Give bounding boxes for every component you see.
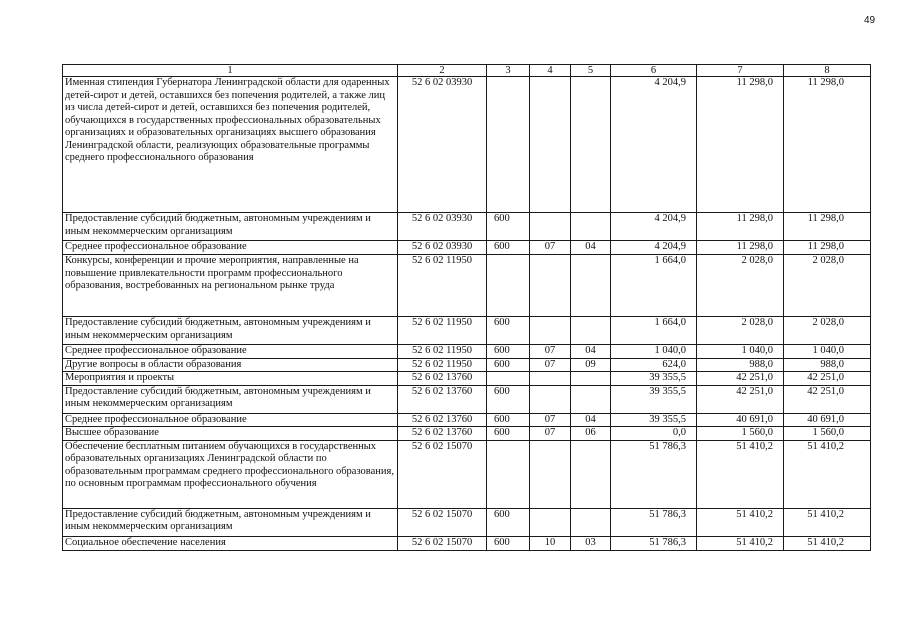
row-c5-cell	[571, 508, 611, 536]
row-value8-cell: 51 410,2	[784, 508, 871, 536]
row-c3-cell: 600	[487, 427, 530, 441]
row-value7-cell: 40 691,0	[697, 413, 784, 427]
row-name-cell: Конкурсы, конференции и прочие мероприятия, направленные на повышение привлекательности программ профессионального образования, востребованных на региональном рынке труда	[63, 255, 398, 317]
row-c4-cell: 07	[530, 358, 571, 372]
page-number: 49	[864, 15, 876, 26]
row-c5-cell	[571, 440, 611, 508]
row-c3-cell	[487, 77, 530, 213]
row-value6-cell: 1 664,0	[611, 255, 697, 317]
table-row	[63, 413, 871, 427]
row-c5-cell	[571, 255, 611, 317]
row-c5-cell: 03	[571, 536, 611, 550]
row-code-cell: 52 6 02 11950	[398, 358, 487, 372]
row-c3-cell: 600	[487, 345, 530, 359]
row-name-cell: Предоставление субсидий бюджетным, автономным учреждениям и иным некоммерческим организациям	[63, 213, 398, 241]
row-name-cell: Предоставление субсидий бюджетным, автономным учреждениям и иным некоммерческим организациям	[63, 317, 398, 345]
row-c5-cell	[571, 77, 611, 213]
row-value6-cell: 4 204,9	[611, 241, 697, 255]
row-value7-cell: 2 028,0	[697, 317, 784, 345]
row-c4-cell	[530, 385, 571, 413]
row-name-cell: Высшее образование	[63, 427, 398, 441]
row-c3-cell: 600	[487, 508, 530, 536]
table-row	[63, 241, 871, 255]
row-value8-cell: 11 298,0	[784, 77, 871, 213]
column-header: 5	[571, 65, 611, 77]
row-c4-cell	[530, 508, 571, 536]
column-header: 8	[784, 65, 871, 77]
row-value6-cell: 51 786,3	[611, 508, 697, 536]
row-c4-cell	[530, 255, 571, 317]
row-value7-cell: 42 251,0	[697, 372, 784, 386]
row-code-cell: 52 6 02 13760	[398, 427, 487, 441]
row-c4-cell	[530, 77, 571, 213]
row-c3-cell: 600	[487, 317, 530, 345]
row-value6-cell: 39 355,5	[611, 413, 697, 427]
row-value7-cell: 988,0	[697, 358, 784, 372]
row-value8-cell: 42 251,0	[784, 372, 871, 386]
row-code-cell: 52 6 02 15070	[398, 536, 487, 550]
row-value7-cell: 11 298,0	[697, 241, 784, 255]
row-code-cell: 52 6 02 03930	[398, 213, 487, 241]
row-value8-cell: 2 028,0	[784, 317, 871, 345]
table-row	[63, 213, 871, 241]
row-value6-cell: 39 355,5	[611, 372, 697, 386]
row-name-cell: Среднее профессиональное образование	[63, 413, 398, 427]
row-code-cell: 52 6 02 15070	[398, 440, 487, 508]
row-value6-cell: 51 786,3	[611, 536, 697, 550]
row-code-cell: 52 6 02 13760	[398, 385, 487, 413]
row-c5-cell	[571, 213, 611, 241]
row-value7-cell: 11 298,0	[697, 77, 784, 213]
row-value7-cell: 1 040,0	[697, 345, 784, 359]
row-c5-cell	[571, 317, 611, 345]
row-value8-cell: 1 040,0	[784, 345, 871, 359]
row-name-cell: Предоставление субсидий бюджетным, автономным учреждениям и иным некоммерческим организациям	[63, 385, 398, 413]
row-value7-cell: 11 298,0	[697, 213, 784, 241]
row-c3-cell: 600	[487, 358, 530, 372]
row-c5-cell	[571, 385, 611, 413]
row-value8-cell: 42 251,0	[784, 385, 871, 413]
row-value6-cell: 4 204,9	[611, 77, 697, 213]
row-value6-cell: 1 664,0	[611, 317, 697, 345]
row-name-cell: Среднее профессиональное образование	[63, 345, 398, 359]
table-row	[63, 317, 871, 345]
row-name-cell: Именная стипендия Губернатора Ленинградской области для одаренных детей-сирот и детей, оставшихся без попечения родителей, а также лиц из числа детей-сирот и детей, оставшихся без попечения родителей, обучающихся в государственных профессиональных образовательных организациях и образовательных организациях высшего образования Ленинградской области, реализующих образовательные программы среднего профессионального образования	[63, 77, 398, 213]
row-c3-cell	[487, 255, 530, 317]
row-value6-cell: 624,0	[611, 358, 697, 372]
table-row	[63, 77, 871, 213]
row-code-cell: 52 6 02 15070	[398, 508, 487, 536]
column-header: 6	[611, 65, 697, 77]
row-code-cell: 52 6 02 11950	[398, 317, 487, 345]
row-c4-cell	[530, 440, 571, 508]
table-row	[63, 358, 871, 372]
column-header: 4	[530, 65, 571, 77]
row-value8-cell: 51 410,2	[784, 440, 871, 508]
row-value8-cell: 1 560,0	[784, 427, 871, 441]
table-row	[63, 345, 871, 359]
row-c5-cell: 04	[571, 241, 611, 255]
row-value7-cell: 51 410,2	[697, 536, 784, 550]
row-value6-cell: 39 355,5	[611, 385, 697, 413]
row-name-cell: Социальное обеспечение населения	[63, 536, 398, 550]
row-value8-cell: 11 298,0	[784, 213, 871, 241]
row-value7-cell: 51 410,2	[697, 440, 784, 508]
row-c5-cell: 04	[571, 413, 611, 427]
row-c5-cell: 04	[571, 345, 611, 359]
row-c4-cell	[530, 213, 571, 241]
row-code-cell: 52 6 02 13760	[398, 372, 487, 386]
row-code-cell: 52 6 02 11950	[398, 255, 487, 317]
row-value8-cell: 2 028,0	[784, 255, 871, 317]
row-c3-cell	[487, 440, 530, 508]
row-value8-cell: 40 691,0	[784, 413, 871, 427]
table-row	[63, 427, 871, 441]
row-c3-cell: 600	[487, 536, 530, 550]
row-value7-cell: 42 251,0	[697, 385, 784, 413]
header-row	[63, 65, 871, 77]
table-row	[63, 508, 871, 536]
row-code-cell: 52 6 02 11950	[398, 345, 487, 359]
row-name-cell: Предоставление субсидий бюджетным, автономным учреждениям и иным некоммерческим организациям	[63, 508, 398, 536]
row-code-cell: 52 6 02 13760	[398, 413, 487, 427]
row-value7-cell: 51 410,2	[697, 508, 784, 536]
row-value8-cell: 988,0	[784, 358, 871, 372]
row-c4-cell: 07	[530, 241, 571, 255]
row-c3-cell: 600	[487, 413, 530, 427]
row-c3-cell: 600	[487, 241, 530, 255]
table-row	[63, 385, 871, 413]
row-value8-cell: 51 410,2	[784, 536, 871, 550]
row-c5-cell: 09	[571, 358, 611, 372]
row-name-cell: Обеспечение бесплатным питанием обучающихся в государственных образовательных организациях Ленинградской области по образовательным программам среднего профессионального образования, по основным программам профессионального обучения	[63, 440, 398, 508]
row-c4-cell: 07	[530, 427, 571, 441]
row-c5-cell: 06	[571, 427, 611, 441]
table-row	[63, 255, 871, 317]
row-c4-cell	[530, 317, 571, 345]
row-name-cell: Мероприятия и проекты	[63, 372, 398, 386]
row-value7-cell: 2 028,0	[697, 255, 784, 317]
row-value6-cell: 51 786,3	[611, 440, 697, 508]
row-c4-cell: 07	[530, 345, 571, 359]
row-name-cell: Среднее профессиональное образование	[63, 241, 398, 255]
row-value8-cell: 11 298,0	[784, 241, 871, 255]
row-c3-cell	[487, 372, 530, 386]
row-code-cell: 52 6 02 03930	[398, 77, 487, 213]
row-value6-cell: 4 204,9	[611, 213, 697, 241]
row-c4-cell	[530, 372, 571, 386]
row-value6-cell: 1 040,0	[611, 345, 697, 359]
column-header: 2	[398, 65, 487, 77]
table-row	[63, 440, 871, 508]
row-c5-cell	[571, 372, 611, 386]
row-c3-cell: 600	[487, 213, 530, 241]
row-value6-cell: 0,0	[611, 427, 697, 441]
budget-table	[62, 64, 871, 551]
table-row	[63, 536, 871, 550]
table-row	[63, 372, 871, 386]
row-name-cell: Другие вопросы в области образования	[63, 358, 398, 372]
column-header: 3	[487, 65, 530, 77]
row-value7-cell: 1 560,0	[697, 427, 784, 441]
row-c4-cell: 10	[530, 536, 571, 550]
column-header: 7	[697, 65, 784, 77]
row-code-cell: 52 6 02 03930	[398, 241, 487, 255]
column-header: 1	[63, 65, 398, 77]
row-c3-cell: 600	[487, 385, 530, 413]
row-c4-cell: 07	[530, 413, 571, 427]
